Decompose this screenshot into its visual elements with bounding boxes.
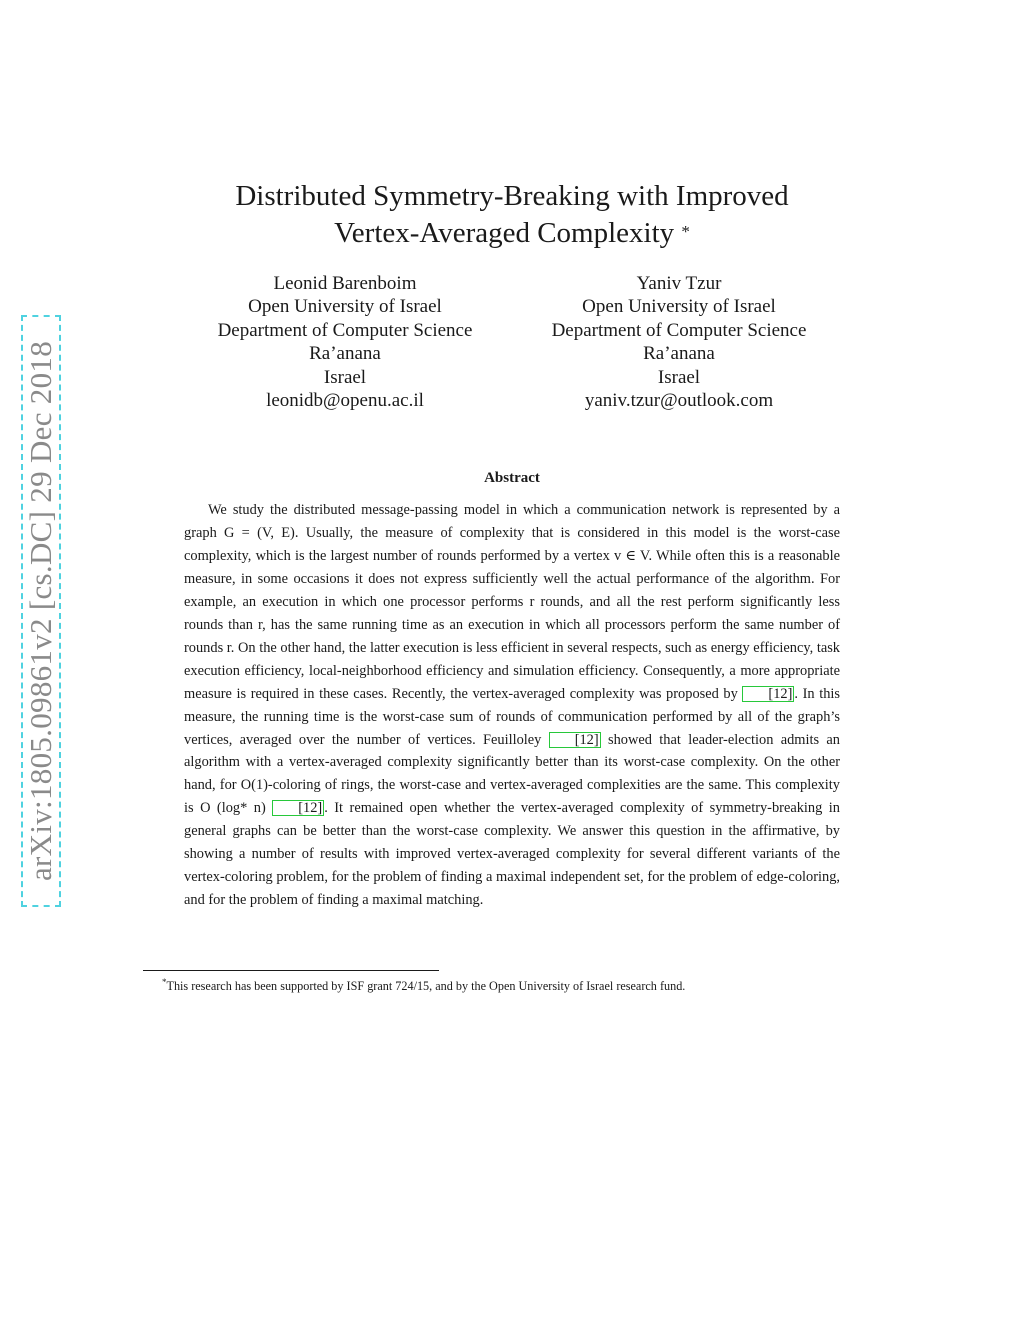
abstract-text: . It remained open whether the vertex-averaged complexity of symmetry-breaking in general graphs can be better than the worst-case complexity. We answer this question in the affirmative, by showing a number of results with improved vertex-averaged complexity for several different variants of the vertex-coloring problem, for the problem of finding a maximal independent set, for the problem of edge-coloring, and for the problem of finding a maximal matching. xyxy=(184,800,840,909)
author-name: Leonid Barenboim xyxy=(273,273,417,294)
author-name: Yaniv Tzur xyxy=(636,273,722,294)
footnote-rule xyxy=(143,970,439,971)
title-line-2 xyxy=(180,215,844,252)
arxiv-identifier: arXiv:1805.09861v2 [cs.DC] 29 Dec 2018 xyxy=(23,340,58,882)
author-country: Israel xyxy=(657,366,701,388)
abstract-text: showed that leader-election admits an algorithm with a vertex-averaged complexity significantly better than its worst-case complexity. On the other hand, for O(1)-coloring of rings, the worst-case and vertex-averaged complexities are the same. This complexity is O (log* n) xyxy=(184,731,841,817)
title-line-1: Distributed Symmetry-Breaking with Improved xyxy=(235,180,789,212)
author-city: Ra’anana xyxy=(643,343,715,365)
author-block-2 xyxy=(509,272,849,412)
citation-link[interactable]: [12] xyxy=(742,686,794,702)
author-city: Ra’anana xyxy=(309,343,381,365)
author-email: leonidb@openu.ac.il xyxy=(266,390,424,412)
paper-title xyxy=(180,178,844,252)
author-country: Israel xyxy=(323,366,367,388)
author-department: Department of Computer Science xyxy=(217,319,473,341)
author-email: yaniv.tzur@outlook.com xyxy=(584,390,774,412)
title-line-2-text: Vertex-Averaged Complexity xyxy=(334,217,675,249)
citation-link[interactable]: [12] xyxy=(549,732,601,748)
citation-link[interactable]: [12] xyxy=(272,800,324,816)
title-footnote-mark: * xyxy=(681,222,690,241)
abstract-heading: Abstract xyxy=(484,470,540,486)
arxiv-stamp xyxy=(21,315,61,907)
footnote-mark: * xyxy=(162,977,167,987)
author-block-1 xyxy=(175,272,515,412)
abstract-text: . In this measure, the running time is the worst-case sum of rounds of communication performed by all of the graph’s vertices, averaged over the number of vertices. Feuilloley xyxy=(184,685,840,748)
author-department: Department of Computer Science xyxy=(551,319,807,341)
footnote xyxy=(162,977,685,994)
author-institution: Open University of Israel xyxy=(582,296,776,318)
footnote-text: This research has been supported by ISF grant 724/15, and by the Open University of Israel research fund. xyxy=(166,979,686,994)
abstract-text: We study the distributed message-passing model in which a communication network is represented by a graph G = (V, E). Usually, the measure of complexity that is considered in this model is the worst-case complexity, which is the largest number of rounds performed by a vertex v ∈ V. While often this is a reasonable measure, in some occasions it does not express sufficiently well the actual performance of the algorithm. For example, an execution in which one processor performs r rounds, and all the rest perform significantly less rounds than r, has the same running time as an execution in which all processors perform the same number of rounds r. On the other hand, the latter execution is less efficient in several respects, such as energy efficiency, task execution efficiency, local-neighborhood efficiency and simulation efficiency. Consequently, a more appropriate measure is required in these cases. Recently, the vertex-averaged complexity was proposed by xyxy=(184,502,840,702)
author-institution: Open University of Israel xyxy=(248,296,442,318)
abstract-body xyxy=(184,499,840,912)
